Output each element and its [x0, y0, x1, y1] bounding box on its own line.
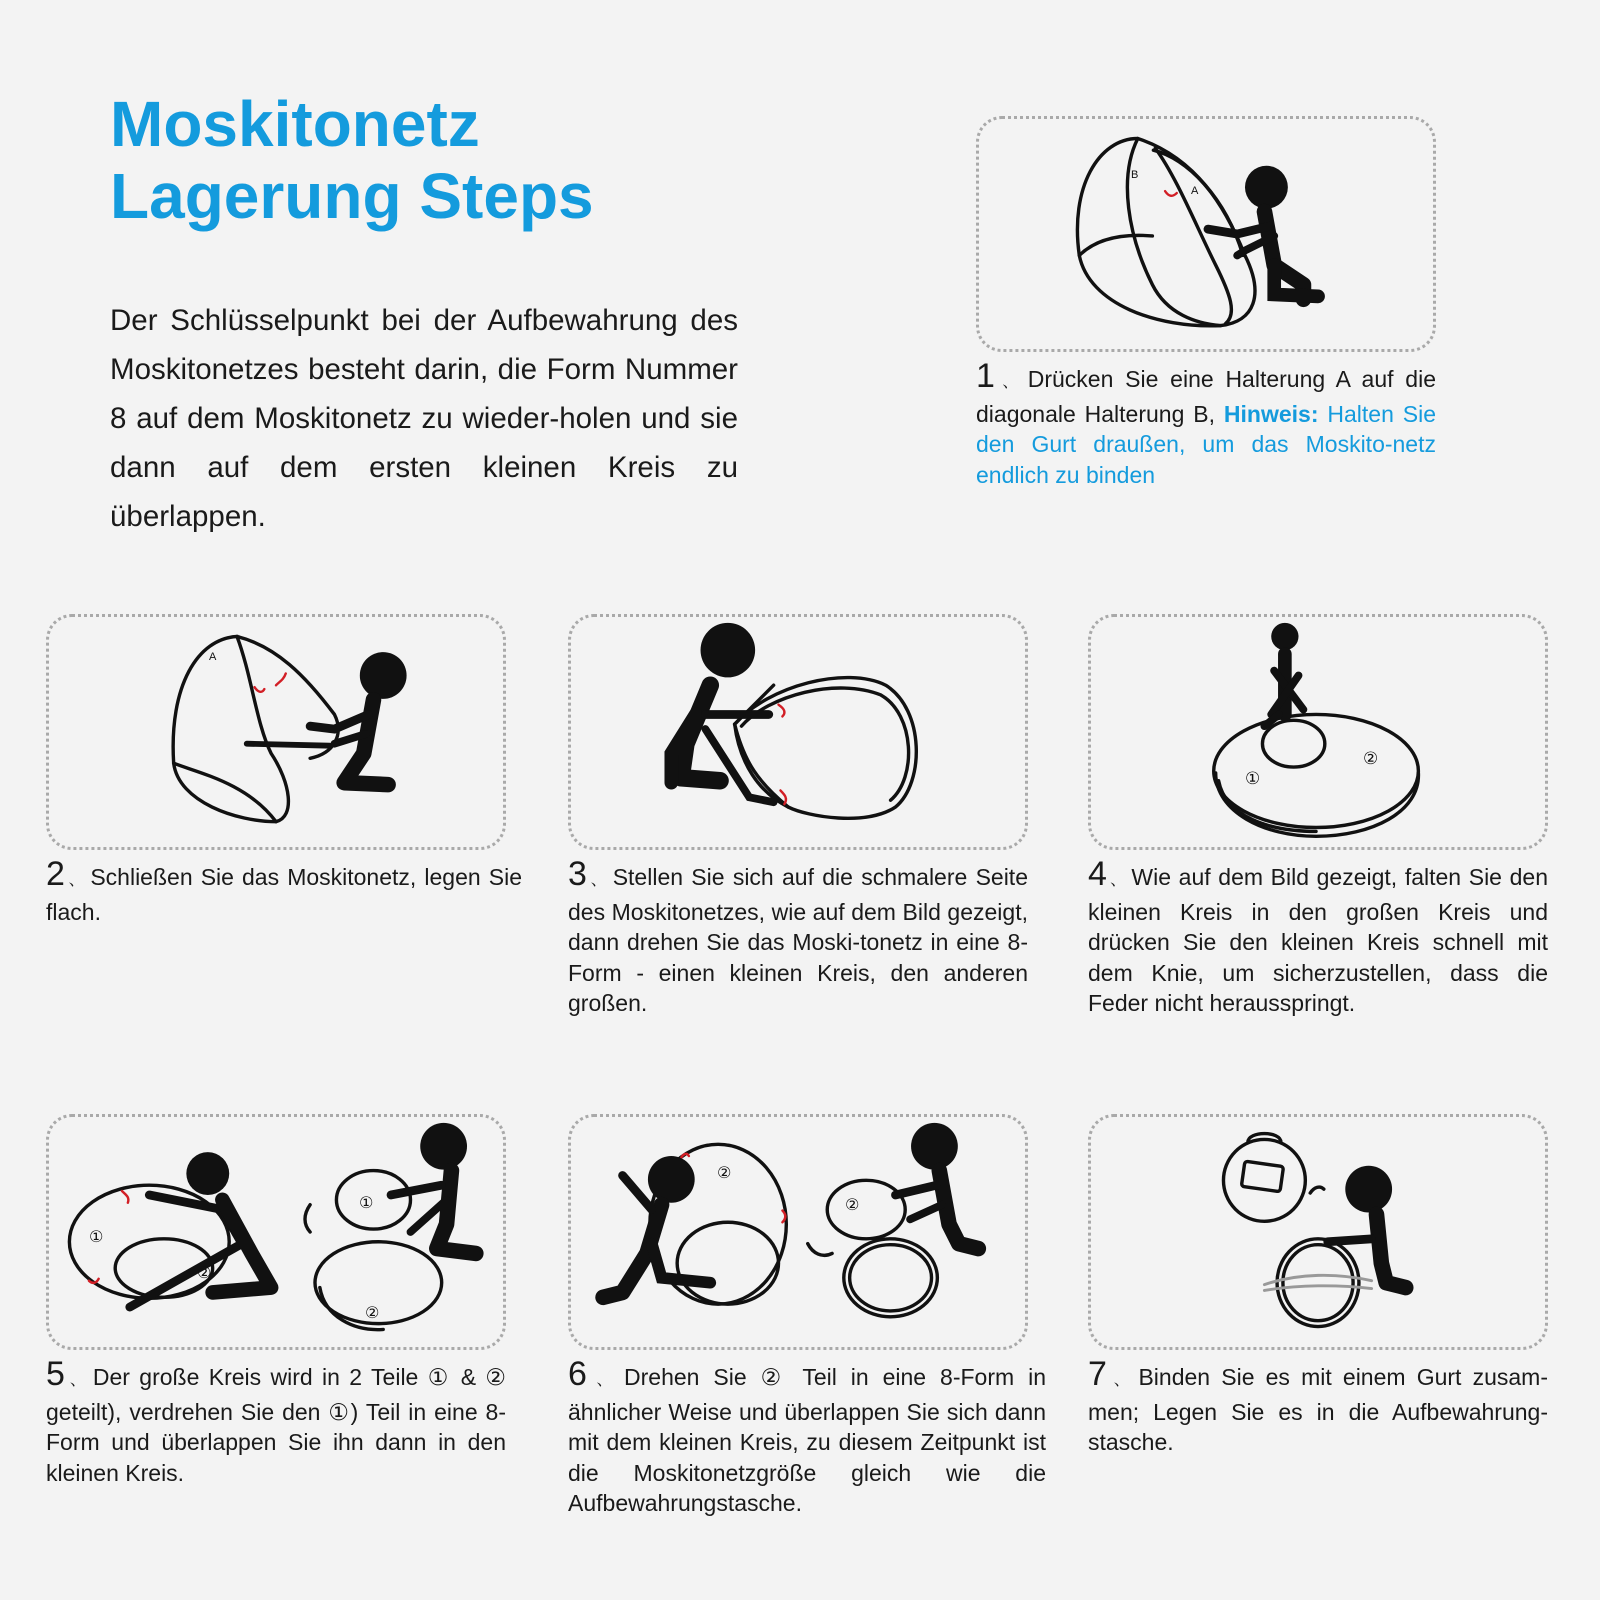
hint-text: Halten Sie den Gurt draußen, um das Moskito-netz endlich zu binden [976, 400, 1437, 488]
step-separator: 、 [66, 872, 87, 889]
step-1-illustration [976, 116, 1436, 352]
step-number: 6 [568, 1355, 587, 1393]
step-text-b: geteilt), verdrehen Sie den [46, 1398, 321, 1425]
title-line-2: Lagerung Steps [110, 160, 594, 232]
step-6-illustration [568, 1114, 1028, 1350]
step-number: 4 [1088, 855, 1107, 893]
step-5-caption [46, 1355, 507, 1488]
intro-paragraph: Der Schlüsselpunkt bei der Aufbewahrung des Moskitonetzes besteht darin, die Form Nummer 8 auf dem Moskitonetz zu wieder-holen und sie dann auf dem ersten kleinen Kreis zu überlappen. [110, 304, 738, 533]
circled-2: ② [485, 1364, 507, 1390]
step-3-illustration [568, 614, 1028, 850]
page-title [110, 88, 594, 232]
step-1-label-b: B [1131, 169, 1139, 181]
step-4-label-2: ② [1363, 749, 1379, 768]
step-text: Stellen Sie sich auf die schmalere Seite des Moskitonetzes, wie auf dem Bild gezeigt, dann drehen Sie das Moski-tonetz in eine 8-Form - einen kleinen Kreis, den anderen großen. [568, 864, 1028, 1016]
step-text: Drücken Sie eine Halterung A auf die diagonale Halterung B, [976, 366, 1436, 427]
circled-1: ① [427, 1364, 452, 1390]
step-5-illustration [46, 1114, 506, 1350]
step-text-a: Der große Kreis wird in 2 Teile [92, 1364, 419, 1390]
step-2-illustration [46, 614, 506, 850]
step-separator: 、 [1108, 872, 1128, 889]
step-separator: 、 [588, 1372, 621, 1389]
step-text-c: Teil in eine 8-Form und überlappen Sie ihn dann in den kleinen Kreis. [46, 1398, 507, 1486]
step-number: 5 [46, 1355, 65, 1393]
step-4-illustration [1088, 614, 1548, 850]
step-number: 3 [568, 855, 587, 893]
step-separator: 、 [1108, 1372, 1135, 1389]
hint-label: Hinweis: [1223, 400, 1319, 427]
step-5-label-2a: ② [197, 1265, 212, 1282]
circled-1-paren: ①) [328, 1398, 359, 1425]
step-text-a: Drehen Sie [624, 1364, 747, 1390]
step-7-illustration [1088, 1114, 1548, 1350]
step-2-label-a: A [209, 651, 217, 663]
step-4-label-1: ① [1245, 769, 1261, 788]
ampersand: & [460, 1364, 477, 1390]
step-1-label-a: A [1191, 185, 1199, 197]
step-7-caption [1088, 1355, 1548, 1458]
step-6-label-2a: ② [717, 1165, 732, 1182]
step-text: Wie auf dem Bild gezeigt, falten Sie den kleinen Kreis in den großen Kreis und drücken Sie den kleinen Kreis schnell mit dem Knie, um sicherzustellen, dass die Feder nicht herausspringt. [1088, 864, 1548, 1016]
step-5-label-1a: ① [89, 1229, 104, 1246]
step-text-b: Teil in eine 8-Form in ähnlicher Weise und überlappen Sie sich dann mit dem kleinen Kreis, zu diesem Zeitpunkt ist die Moskitonetzgröße gleich wie die Aufbewahrungstasche. [568, 1364, 1046, 1516]
step-3-caption [568, 855, 1028, 1019]
step-2-caption [46, 855, 522, 927]
step-number: 1 [976, 357, 995, 395]
step-separator: 、 [66, 1372, 89, 1389]
step-5-label-1b: ① [359, 1195, 374, 1212]
title-line-1: Moskitonetz [110, 88, 480, 160]
circled-2: ② [760, 1364, 789, 1390]
step-number: 2 [46, 855, 65, 893]
step-separator: 、 [996, 374, 1024, 391]
step-5-label-2b: ② [365, 1305, 380, 1322]
step-4-caption [1088, 855, 1548, 1019]
step-text: Schließen Sie das Moskitonetz, legen Sie flach. [46, 864, 522, 925]
step-6-label-2b: ② [845, 1197, 860, 1214]
step-number: 7 [1088, 1355, 1107, 1393]
step-1-caption [976, 357, 1437, 490]
step-text: Binden Sie es mit einem Gurt zusam-men; Legen Sie es in die Aufbewahrung-stasche. [1088, 1364, 1548, 1455]
step-separator: 、 [588, 872, 609, 889]
step-6-caption [568, 1355, 1046, 1519]
